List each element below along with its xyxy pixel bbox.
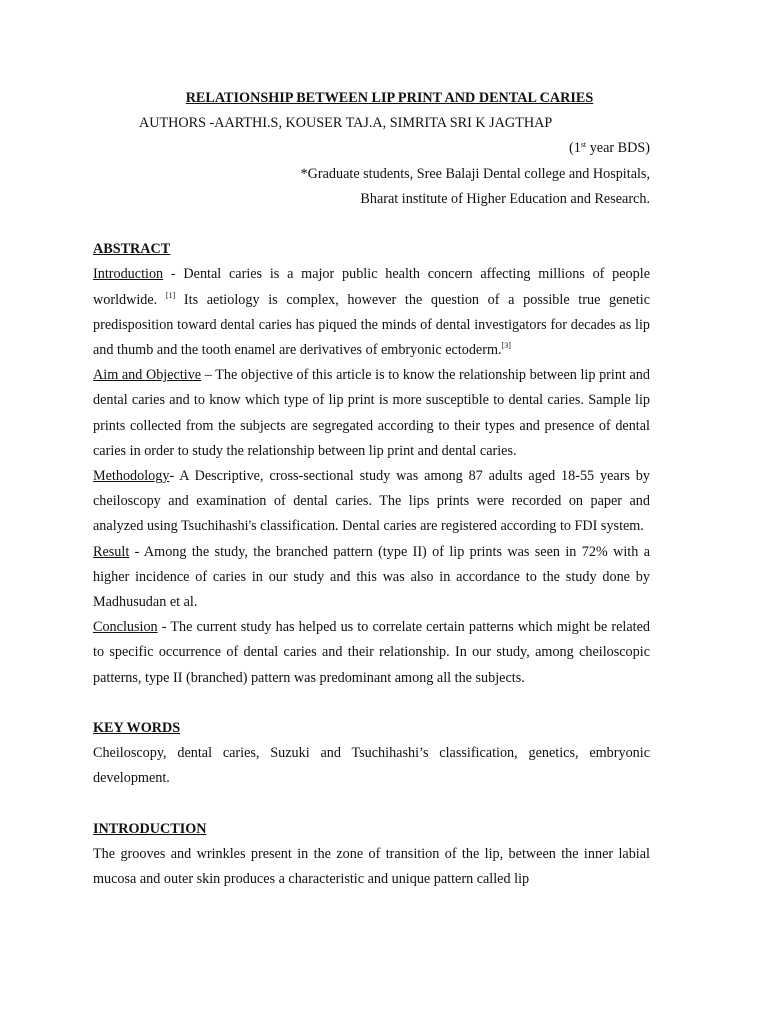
introduction-text-1: - Dental caries is a major public health concern affecting millions of people worldwide. bbox=[93, 266, 650, 308]
abstract-aim bbox=[93, 363, 650, 464]
year-open: (1 bbox=[568, 140, 581, 157]
introduction-text-2: Its aetiology is complex, however the question of a possible true genetic predisposition toward dental caries has piqued the minds of dental investigators for decades as lip and thumb and the tooth enamel are derivatives of embryonic ectoderm. bbox=[93, 291, 650, 358]
result-text: - Among the study, the branched pattern (type II) of lip prints was seen in 72% with a higher incidence of caries in our study and this was also in accordance to the study done by Madhusudan et al. bbox=[93, 543, 650, 610]
citation-1: [1] bbox=[165, 290, 176, 300]
affiliation-line-2: Bharat institute of Higher Education and Research. bbox=[360, 190, 650, 207]
year-superscript: st bbox=[580, 140, 587, 150]
aim-text: – The objective of this article is to know the relationship between lip print and dental caries and to know which type of lip print is more susceptible to dental caries. Sample lip prints collected from the subjects are segregated according to their types and presence of dental caries in order to study the relationship between lip print and dental caries. bbox=[93, 367, 650, 459]
conclusion-text: - The current study has helped us to correlate certain patterns which might be related to specific occurrence of dental caries and their relationship. In our study, among cheiloscopic patterns, type II (branched) pattern was predominant among all the subjects. bbox=[93, 619, 650, 686]
aim-label: Aim and Objective bbox=[93, 367, 202, 384]
conclusion-label: Conclusion bbox=[93, 619, 158, 636]
spacer bbox=[93, 792, 650, 817]
introduction-heading: INTRODUCTION bbox=[93, 820, 207, 837]
keywords-text: Cheiloscopy, dental caries, Suzuki and Tsuchihashi’s classification, genetics, embryonic development. bbox=[93, 745, 650, 787]
methodology-label: Methodology bbox=[93, 467, 170, 484]
citation-3: [3] bbox=[501, 340, 511, 350]
methodology-text: - A Descriptive, cross-sectional study was among 87 adults aged 18-55 years by cheiloscopy and examination of dental caries. The lips prints were recorded on paper and analyzed using Tsuchihashi's classification. Dental caries are registered according to FDI system. bbox=[93, 467, 650, 535]
year-rest: year BDS) bbox=[586, 140, 650, 157]
result-label: Result bbox=[93, 543, 130, 560]
abstract-conclusion bbox=[93, 615, 650, 691]
introduction-text: The grooves and wrinkles present in the zone of transition of the lip, between the inner labial mucosa and outer skin produces a characteristic and unique pattern called lip bbox=[93, 845, 650, 888]
year-line bbox=[93, 136, 650, 161]
abstract-result bbox=[93, 540, 650, 616]
abstract-introduction bbox=[93, 262, 650, 363]
keywords-heading: KEY WORDS bbox=[93, 719, 181, 736]
introduction-label: Introduction bbox=[93, 266, 164, 283]
spacer bbox=[93, 691, 650, 716]
abstract-methodology bbox=[93, 464, 650, 540]
authors-line: AUTHORS -AARTHI.S, KOUSER TAJ.A, SIMRITA SRI K JAGTHAP bbox=[139, 115, 553, 132]
spacer bbox=[93, 212, 650, 237]
abstract-heading: ABSTRACT bbox=[93, 241, 171, 258]
affiliation-line-1: *Graduate students, Sree Balaji Dental college and Hospitals, bbox=[300, 165, 650, 182]
paper-title: RELATIONSHIP BETWEEN LIP PRINT AND DENTAL CARIES bbox=[185, 90, 594, 106]
